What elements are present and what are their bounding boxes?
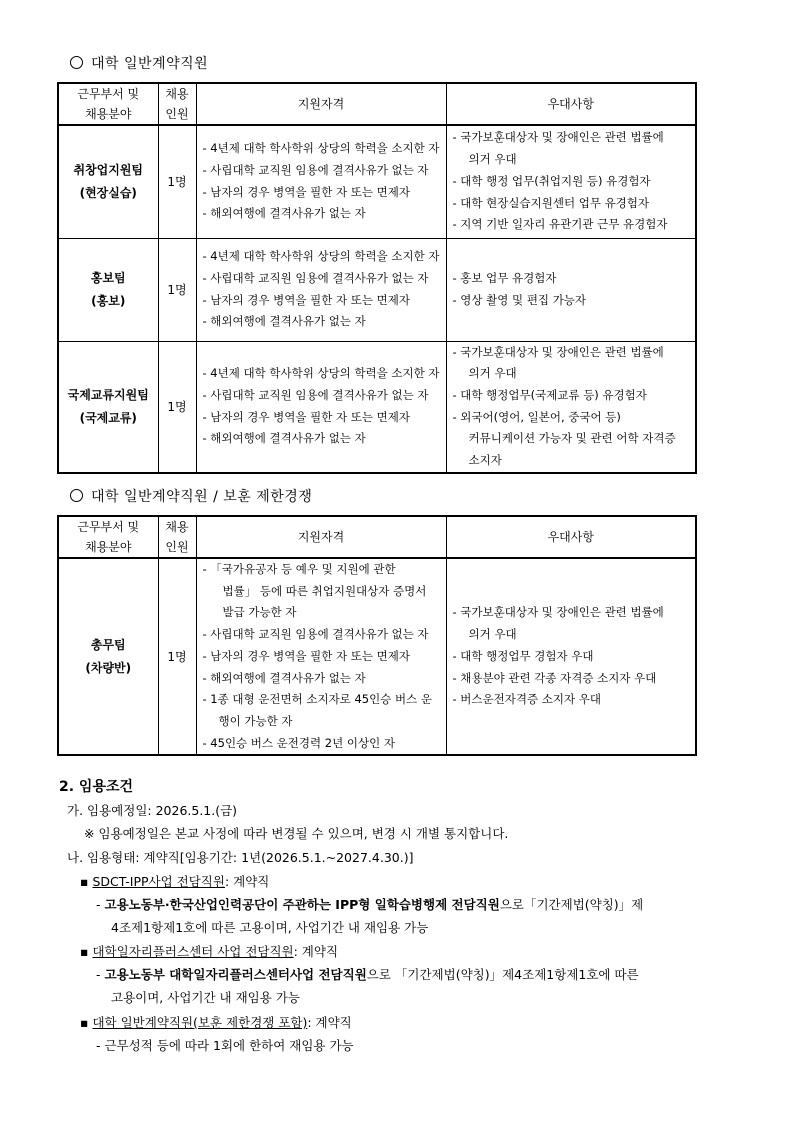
preference-cell: - 국가보훈대상자 및 장애인은 관련 법률에 의거 우대 - 대학 행정업무 경험자 우대 - 채용분야 관련 각종 자격증 소지자 우대 - 버스운전자격증 소지자 우대 xyxy=(446,558,696,755)
bullet-item-sdct: ▪ SDCT-IPP사업 전담직원: 계약직 xyxy=(80,874,270,889)
header-qualification: 지원자격 xyxy=(196,83,446,125)
bullet-item-general: ▪ 대학 일반계약직원(보훈 제한경쟁 포함): 계약직 xyxy=(80,1015,352,1030)
table-header-row xyxy=(58,83,696,125)
dept-cell: 총무팀 (차량반) xyxy=(58,558,158,755)
count-cell: 1명 xyxy=(158,341,196,473)
bullet-item-center: ▪ 대학일자리플러스센터 사업 전담직원: 계약직 xyxy=(80,944,339,959)
header-preference: 우대사항 xyxy=(446,516,696,558)
section1-table xyxy=(57,82,697,474)
count-cell: 1명 xyxy=(158,125,196,238)
section2-table xyxy=(57,515,697,756)
qualification-cell: - 4년제 대학 학사학위 상당의 학력을 소지한 자 - 사립대학 교직원 임용에 결격사유가 없는 자 - 남자의 경우 병역을 필한 자 또는 면제자 - 해외여행에 결격사유가 없는 자 xyxy=(196,125,446,238)
header-dept: 근무부서 및 채용분야 xyxy=(58,516,158,558)
count-cell: 1명 xyxy=(158,238,196,341)
conditions-heading: 2. 임용조건 xyxy=(59,779,134,795)
dept-cell: 홍보팀 (홍보) xyxy=(58,238,158,341)
circle-icon xyxy=(70,489,83,502)
dept-cell: 취창업지원팀 (현장실습) xyxy=(58,125,158,238)
qualification-cell: - 4년제 대학 학사학위 상당의 학력을 소지한 자 - 사립대학 교직원 임용에 결격사유가 없는 자 - 남자의 경우 병역을 필한 자 또는 면제자 - 해외여행에 결격사유가 없는 자 xyxy=(196,238,446,341)
table-row xyxy=(58,125,696,238)
section1-title: 대학 일반계약직원 xyxy=(70,53,208,73)
section2-title: 대학 일반계약직원 / 보훈 제한경쟁 xyxy=(70,486,312,506)
sub-item-general: - 근무성적 등에 따라 1회에 한하여 재임용 가능 xyxy=(96,1038,354,1053)
table-row xyxy=(58,341,696,473)
header-count: 채용 인원 xyxy=(158,516,196,558)
qualification-cell: - 4년제 대학 학사학위 상당의 학력을 소지한 자 - 사립대학 교직원 임용에 결격사유가 없는 자 - 남자의 경우 병역을 필한 자 또는 면제자 - 해외여행에 결격사유가 없는 자 xyxy=(196,341,446,473)
header-count: 채용 인원 xyxy=(158,83,196,125)
bullet-icon: ▪ xyxy=(80,874,89,889)
preference-cell: - 국가보훈대상자 및 장애인은 관련 법률에 의거 우대 - 대학 행정 업무(취업지원 등) 유경험자 - 대학 현장실습지원센터 업무 유경험자 - 지역 기반 일자리 유관기관 근무 유경험자 xyxy=(446,125,696,238)
sub-item-center-cont: 고용이며, 사업기간 내 재임용 가능 xyxy=(111,990,300,1005)
bullet-icon: ▪ xyxy=(80,1015,89,1030)
table-row xyxy=(58,238,696,341)
sub-item-sdct-cont: 4조제1항제1호에 따른 고용이며, 사업기간 내 재임용 가능 xyxy=(111,920,429,935)
sub-item-sdct: - 고용노동부·한국산업인력공단이 주관하는 IPP형 일학습병행제 전담직원으로「기간제법(약칭)」제 xyxy=(96,897,644,912)
start-date-note: ※ 임용예정일은 본교 사정에 따라 변경될 수 있으며, 변경 시 개별 통지합니다. xyxy=(84,826,509,841)
sub-item-center: - 고용노동부 대학일자리플러스센터사업 전담직원으로 「기간제법(약칭)」제4조제1항제1호에 따른 xyxy=(96,967,639,982)
preference-cell: - 국가보훈대상자 및 장애인은 관련 법률에 의거 우대 - 대학 행정업무(국제교류 등) 유경험자 - 외국어(영어, 일본어, 중국어 등) 커뮤니케이션 가능자 및 관련 어학 자격증 소지자 xyxy=(446,341,696,473)
bullet-icon: ▪ xyxy=(80,944,89,959)
circle-icon xyxy=(70,56,83,69)
start-date: 가. 임용예정일: 2026.5.1.(금) xyxy=(67,803,238,818)
qualification-cell: - 「국가유공자 등 예우 및 지원에 관한 법률」 등에 따른 취업지원대상자 증명서 발급 가능한 자 - 사립대학 교직원 임용에 결격사유가 없는 자 - 남자의 경우 병역을 필한 자 또는 면제자 - 해외여행에 결격사유가 없는 자 - 1종 대형 운전면허 소지자로 45인승 버스 운 행이 가능한 자 - 45인승 버스 운전경력 2년 이상인 자 xyxy=(196,558,446,755)
table-row xyxy=(58,558,696,755)
header-dept: 근무부서 및 채용분야 xyxy=(58,83,158,125)
header-preference: 우대사항 xyxy=(446,83,696,125)
employment-type: 나. 임용형태: 계약직[임용기간: 1년(2026.5.1.~2027.4.30.)] xyxy=(67,850,414,865)
header-qualification: 지원자격 xyxy=(196,516,446,558)
dept-cell: 국제교류지원팀 (국제교류) xyxy=(58,341,158,473)
count-cell: 1명 xyxy=(158,558,196,755)
table-header-row xyxy=(58,516,696,558)
preference-cell: - 홍보 업무 유경험자 - 영상 촬영 및 편집 가능자 xyxy=(446,238,696,341)
